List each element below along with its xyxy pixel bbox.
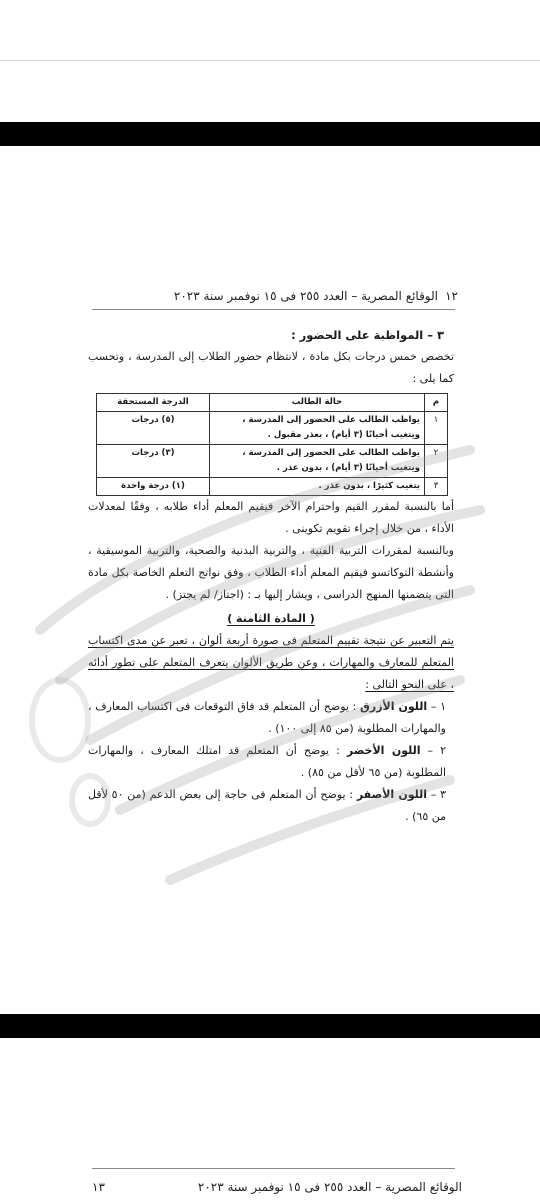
gazette-header-title: الوقائع المصرية – العدد ٢٥٥ فى ١٥ نوفمبر سنة ٢٠٢٣ [173, 289, 438, 303]
table-row [97, 445, 448, 478]
row-status: يواظب الطالب على الحضور إلى المدرسة ، ويتغيب أحيانًا (٣ أيام) ، بعذر مقبول . [210, 412, 425, 445]
row-grade: (٣) درجات [97, 445, 210, 478]
item-prefix: ٣ – [427, 788, 446, 801]
attendance-table [96, 393, 448, 496]
row-status: يواظب الطالب على الحضور إلى المدرسة ، ويتغيب أحيانًا (٣ أيام) ، بدون عذر . [210, 445, 425, 478]
item-prefix: ١ – [427, 700, 447, 713]
article-title [88, 608, 454, 630]
page-footer [92, 1180, 462, 1194]
page-body [88, 324, 454, 828]
col-header-status: حالة الطالب [210, 394, 425, 412]
row-status: يتغيب كثيرًا ، بدون عذر . [210, 478, 425, 496]
page-number: ١٢ [445, 289, 458, 303]
color-name: اللون الأصفر [356, 788, 427, 801]
section-heading: ٣ – المواظبة على الحضور : [291, 328, 444, 342]
gazette-footer-title: الوقائع المصرية – العدد ٢٥٥ فى ١٥ نوفمبر سنة ٢٠٢٣ [197, 1180, 462, 1194]
values-paragraph: أما بالنسبة لمقرر القيم واحترام الآخر فيقيم المعلم أداء طلابه ، وفقًا لمعدلات الأداء ، من خلال إجراء تقويم تكوينى . [88, 500, 454, 535]
page-number: ١٣ [92, 1180, 105, 1194]
row-grade: (١) درجة واحدة [97, 478, 210, 496]
color-item-blue [88, 696, 454, 740]
arts-paragraph: وبالنسبة لمقررات التربية الفنية ، والتربية البدنية والصحية، والتربية الموسيقية ، وأنشطة التوكاتسو فيقيم المعلم أداء الطلاب ، وفق نواتج التعلم الخاصة بكل مادة التى يتضمنها المنهج الدراسى ، ويشار إليها بـ : (اجتاز/ لم يجتز) . [88, 544, 454, 601]
row-num: ٣ [425, 478, 448, 496]
color-desc: : يوضح أن المتعلم فى حاجة إلى بعض الدعم (من ٥٠ لأقل من ٦٥) . [88, 788, 446, 823]
table-header-row [97, 394, 448, 412]
table-row [97, 478, 448, 496]
color-desc: : يوضح أن المتعلم قد فاق التوقعات فى اكتساب المعارف ، والمهارات المطلوبة (من ٨٥ إلى ١٠٠) . [88, 700, 446, 735]
row-num: ١ [425, 412, 448, 445]
black-band-top [0, 122, 540, 146]
item-prefix: ٢ – [420, 744, 447, 757]
top-divider [0, 60, 540, 61]
col-header-grade: الدرجة المستحقة [97, 394, 210, 412]
black-band-bottom [0, 1014, 540, 1038]
header-rule [92, 309, 455, 310]
col-header-num: م [425, 394, 448, 412]
footer-rule [92, 1168, 455, 1169]
color-desc: : يوضح أن المتعلم قد امتلك المعارف ، والمهارات المطلوبة (من ٦٥ لأقل من ٨٥) . [88, 744, 446, 779]
article-title-text: ( المادة الثامنة ) [227, 612, 315, 625]
table-row [97, 412, 448, 445]
color-item-yellow [88, 784, 454, 828]
color-name: اللون الأزرق [360, 700, 428, 713]
row-grade: (٥) درجات [97, 412, 210, 445]
colors-intro: يتم التعبير عن نتيجة تقييم المتعلم فى صورة أربعة ألوان ، تعبر عن مدى اكتساب المتعلم للمعارف والمهارات ، وعن طريق الألوان يتعرف المتعلم على تطور أدائه ، على النحو التالى : [88, 634, 454, 691]
color-name: اللون الأخضر [346, 744, 421, 757]
row-num: ٢ [425, 445, 448, 478]
section-intro: تخصص خمس درجات بكل مادة ، لانتظام حضور الطلاب إلى المدرسة ، وتحسب كما يلى : [88, 350, 454, 385]
page-header [148, 289, 458, 303]
color-item-green [88, 740, 454, 784]
